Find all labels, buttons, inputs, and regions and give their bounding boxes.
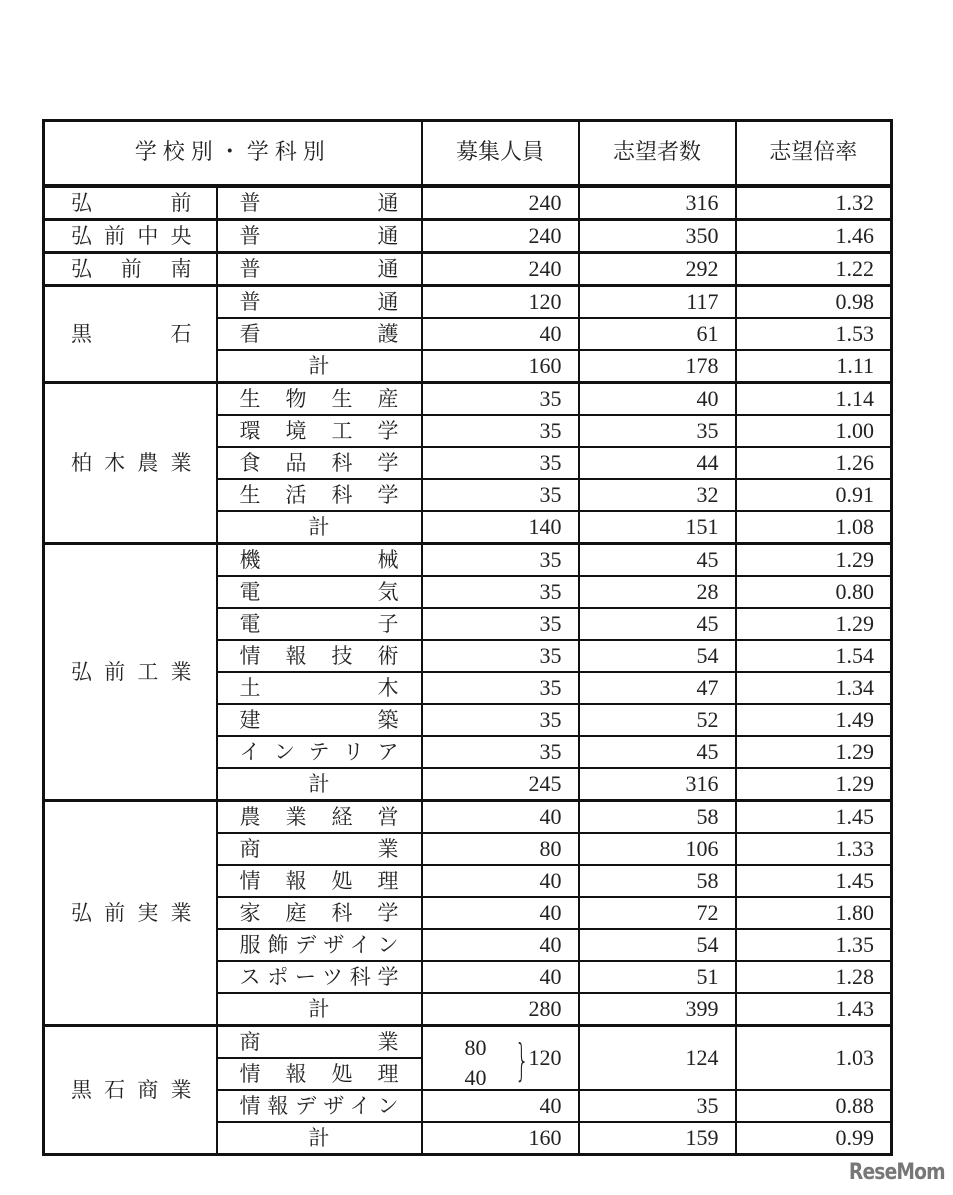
dept-name: 生活科学 [217,479,422,511]
total-label: 計 [217,511,422,544]
applicants: 40 [579,383,736,416]
applicants: 51 [579,961,736,993]
capacity: 35 [422,704,579,736]
table-row [44,544,892,577]
dept-name: 普通 [217,220,422,253]
total-label: 計 [217,350,422,383]
school-name: 弘前 [44,186,217,220]
applicants: 124 [579,1026,736,1091]
ratio-total: 1.11 [736,350,892,383]
ratio-total: 1.29 [736,768,892,801]
table-row [44,801,892,834]
applicants: 28 [579,576,736,608]
applicants: 350 [579,220,736,253]
capacity: 40 [422,897,579,929]
header-ratio: 志望倍率 [736,121,892,187]
ratio: 1.22 [736,253,892,286]
dept-name: 情報処理 [217,1058,422,1090]
table-row [44,220,892,253]
dept-name: 情報デザイン [217,1090,422,1122]
capacity: 40 [422,865,579,897]
dept-name: 電気 [217,576,422,608]
applicants: 45 [579,736,736,768]
capacity: 40 [422,929,579,961]
applicants: 45 [579,608,736,640]
table-row [44,286,892,319]
capacity: 35 [422,383,579,416]
table-row [44,186,892,220]
applicants-total: 399 [579,993,736,1026]
capacity: 240 [422,186,579,220]
dept-name: 商業 [217,1026,422,1059]
ratio: 1.14 [736,383,892,416]
dept-name: 農業経営 [217,801,422,834]
applicants: 44 [579,447,736,479]
applicants: 35 [579,415,736,447]
header-row [44,121,892,187]
ratio-total: 0.99 [736,1122,892,1155]
school-name: 弘前中央 [44,220,217,253]
ratio: 1.45 [736,801,892,834]
capacity: 40 [422,801,579,834]
dept-name: 土木 [217,672,422,704]
applicants: 117 [579,286,736,319]
capacity: 35 [422,479,579,511]
capacity-total: 160 [422,1122,579,1155]
resemom-watermark: ReseMom [849,1160,945,1185]
dept-name: 普通 [217,186,422,220]
brace-icon: } [514,1035,529,1086]
applicants-total: 151 [579,511,736,544]
dept-name: 普通 [217,286,422,319]
ratio: 1.29 [736,736,892,768]
ratio: 1.34 [736,672,892,704]
applicants: 54 [579,640,736,672]
school-name: 黒石商業 [44,1026,217,1155]
dept-name: インテリア [217,736,422,768]
applicants: 32 [579,479,736,511]
applicants-total: 316 [579,768,736,801]
capacity-total: 120 [528,1045,562,1070]
capacity: 35 [422,736,579,768]
applicants: 47 [579,672,736,704]
ratio: 0.88 [736,1090,892,1122]
school-name: 弘前実業 [44,801,217,1026]
ratio-total: 1.43 [736,993,892,1026]
ratio: 1.35 [736,929,892,961]
dept-name: 看護 [217,318,422,350]
total-label: 計 [217,768,422,801]
capacity: 35 [422,544,579,577]
ratio: 1.00 [736,415,892,447]
ratio: 0.91 [736,479,892,511]
capacity: 120 [422,286,579,319]
dept-name: 服飾デザイン [217,929,422,961]
table-row [44,253,892,286]
applicants: 35 [579,1090,736,1122]
dept-name: 建築 [217,704,422,736]
applicants: 292 [579,253,736,286]
capacity-total: 280 [422,993,579,1026]
dept-name: 情報技術 [217,640,422,672]
ratio: 1.46 [736,220,892,253]
admission-ratio-table [42,119,893,1156]
header-applicants: 志望者数 [579,121,736,187]
merged-capacity [422,1026,579,1091]
ratio: 1.28 [736,961,892,993]
ratio: 1.32 [736,186,892,220]
header-school-dept: 学校別・学科別 [44,121,422,187]
capacity: 40 [422,961,579,993]
capacity: 240 [422,253,579,286]
capacity-total: 245 [422,768,579,801]
dept-name: 商業 [217,833,422,865]
dept-name: 機械 [217,544,422,577]
ratio: 1.03 [736,1026,892,1091]
dept-name: 環境工学 [217,415,422,447]
applicants: 106 [579,833,736,865]
dept-name: 電子 [217,608,422,640]
dept-name: 家庭科学 [217,897,422,929]
school-name: 弘前南 [44,253,217,286]
ratio-total: 1.08 [736,511,892,544]
capacity-total: 160 [422,350,579,383]
applicants: 72 [579,897,736,929]
capacity: 40 [422,1090,579,1122]
ratio: 1.45 [736,865,892,897]
capacity: 240 [422,220,579,253]
sub-capacity: 40 [464,1065,487,1090]
ratio: 1.53 [736,318,892,350]
applicants-total: 178 [579,350,736,383]
capacity: 35 [422,608,579,640]
applicants: 54 [579,929,736,961]
sub-capacity: 80 [464,1035,487,1060]
applicants: 61 [579,318,736,350]
table-row [44,1026,892,1059]
school-name: 柏木農業 [44,383,217,544]
capacity: 35 [422,415,579,447]
ratio: 1.29 [736,608,892,640]
ratio: 1.33 [736,833,892,865]
applicants: 316 [579,186,736,220]
ratio: 1.26 [736,447,892,479]
capacity: 35 [422,576,579,608]
capacity: 35 [422,640,579,672]
header-capacity: 募集人員 [422,121,579,187]
applicants: 52 [579,704,736,736]
ratio: 1.49 [736,704,892,736]
school-name: 弘前工業 [44,544,217,801]
total-label: 計 [217,1122,422,1155]
ratio: 0.98 [736,286,892,319]
school-name: 黒石 [44,286,217,383]
capacity: 35 [422,447,579,479]
applicants: 45 [579,544,736,577]
dept-name: 食品科学 [217,447,422,479]
dept-name: スポーツ科学 [217,961,422,993]
ratio: 1.29 [736,544,892,577]
table-row [44,383,892,416]
applicants: 58 [579,801,736,834]
ratio: 1.54 [736,640,892,672]
capacity: 40 [422,318,579,350]
ratio: 0.80 [736,576,892,608]
capacity: 35 [422,672,579,704]
applicants: 58 [579,865,736,897]
total-label: 計 [217,993,422,1026]
capacity-total: 140 [422,511,579,544]
applicants-total: 159 [579,1122,736,1155]
dept-name: 普通 [217,253,422,286]
capacity: 80 [422,833,579,865]
ratio: 1.80 [736,897,892,929]
dept-name: 生物生産 [217,383,422,416]
dept-name: 情報処理 [217,865,422,897]
